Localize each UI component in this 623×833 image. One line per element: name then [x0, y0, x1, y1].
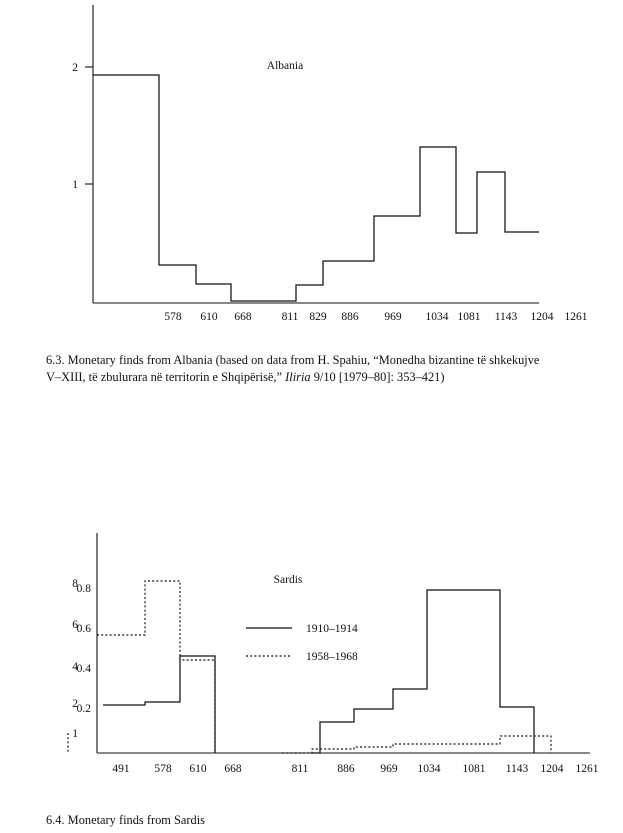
left-tick-label-2: 2 [72, 698, 78, 710]
sardis-chart-svg [0, 500, 623, 790]
x-tick-label-1034: 1034 [417, 763, 441, 775]
x-tick-label-811: 811 [281, 311, 299, 323]
right-tick-label-08: 0.8 [76, 583, 91, 595]
left-tick-label-4: 4 [72, 661, 78, 673]
x-tick-label-1143: 1143 [505, 763, 529, 775]
right-tick-label-06: 0.6 [76, 623, 91, 635]
x-tick-label-668: 668 [224, 763, 242, 775]
figure-sardis [0, 500, 623, 790]
caption-journal-name: Iliria [285, 370, 311, 385]
albania-chart-svg [0, 0, 623, 330]
x-tick-label-610: 610 [189, 763, 207, 775]
x-tick-label-811: 811 [291, 763, 309, 775]
caption-line-2b: 9/10 [1979–80]: 353–421) [310, 370, 445, 385]
x-tick-label-1204: 1204 [540, 763, 564, 775]
x-tick-label-1081: 1081 [462, 763, 486, 775]
right-tick-label-04: 0.4 [76, 663, 91, 675]
caption-line-2a: V–XIII, të zbulurara në territorin e Shqipërisë,” [46, 370, 286, 385]
x-tick-label-969: 969 [384, 311, 402, 323]
x-tick-label-668: 668 [234, 311, 252, 323]
caption-2-text: 6.4. Monetary finds from Sardis [46, 813, 205, 827]
left-tick-label-8: 8 [72, 578, 78, 590]
chart-title-albania: Albania [266, 60, 304, 72]
x-tick-label-610: 610 [200, 311, 218, 323]
x-tick-label-1143: 1143 [494, 311, 518, 323]
series-1958-1968 [97, 581, 551, 753]
left-tick-label-6: 6 [72, 619, 78, 631]
legend-label-1910-1914: 1910–1914 [306, 623, 358, 635]
right-tick-label-02: 0.2 [76, 703, 91, 715]
caption-line-1: 6.3. Monetary finds from Albania (based on data from H. Spahiu, “Monedha bizantine të shkekujve [46, 353, 540, 367]
x-tick-label-1261: 1261 [564, 311, 588, 323]
y-tick-label-1: 1 [72, 179, 78, 191]
figure-sardis-caption [46, 812, 586, 829]
figure-albania-caption [46, 352, 586, 386]
figure-albania [0, 0, 623, 330]
x-tick-label-1261: 1261 [575, 763, 599, 775]
series-1910-1914 [103, 590, 534, 753]
x-tick-label-1081: 1081 [457, 311, 481, 323]
x-tick-label-1034: 1034 [425, 311, 449, 323]
x-tick-label-829: 829 [309, 311, 327, 323]
x-tick-label-1204: 1204 [530, 311, 554, 323]
left-tick-label-1: 1 [72, 728, 78, 740]
legend-label-1958-1968: 1958–1968 [306, 651, 358, 663]
x-tick-label-969: 969 [380, 763, 398, 775]
x-tick-label-578: 578 [164, 311, 182, 323]
x-tick-label-886: 886 [341, 311, 359, 323]
series-albania-finds [93, 75, 539, 301]
x-tick-label-578: 578 [154, 763, 172, 775]
y-tick-label-2: 2 [72, 62, 78, 74]
x-tick-label-886: 886 [337, 763, 355, 775]
chart-title-sardis: Sardis [273, 574, 303, 586]
x-tick-label-491: 491 [112, 763, 130, 775]
